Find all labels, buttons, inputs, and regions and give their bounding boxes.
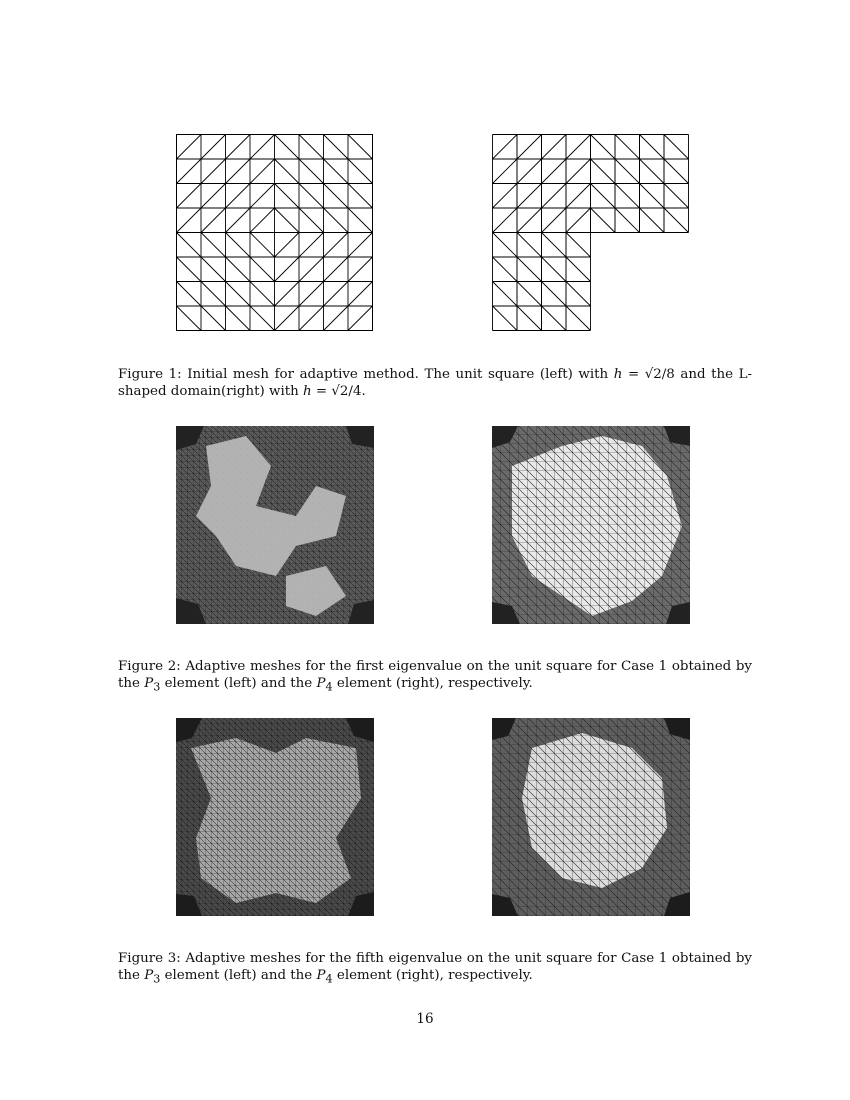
- l-shaped-domain-initial-mesh: [492, 134, 690, 332]
- adaptive-mesh-p3-fifth-eigenvalue: [176, 718, 374, 916]
- figure-3-caption: Figure 3: Adaptive meshes for the fifth eigenvalue on the unit square for Case 1 obtained by the $P_3$ element (left) and the $P_4$ element (right), respectively.: [118, 951, 752, 986]
- adaptive-mesh-p4-fifth-eigenvalue: [492, 718, 690, 916]
- adaptive-mesh-p4-first-eigenvalue: [492, 426, 690, 624]
- unit-square-initial-mesh: [176, 134, 374, 332]
- adaptive-mesh-p3-first-eigenvalue: [176, 426, 374, 624]
- figure-1-caption: Figure 1: Initial mesh for adaptive method. The unit square (left) with h = √2/8 and the L-shaped domain(right) with h = √2/4.: [118, 367, 752, 399]
- figure-2-caption: Figure 2: Adaptive meshes for the first eigenvalue on the unit square for Case 1 obtained by the $P_3$ element (left) and the $P_4$ element (right), respectively.: [118, 659, 752, 694]
- page-number: 16: [416, 1011, 434, 1027]
